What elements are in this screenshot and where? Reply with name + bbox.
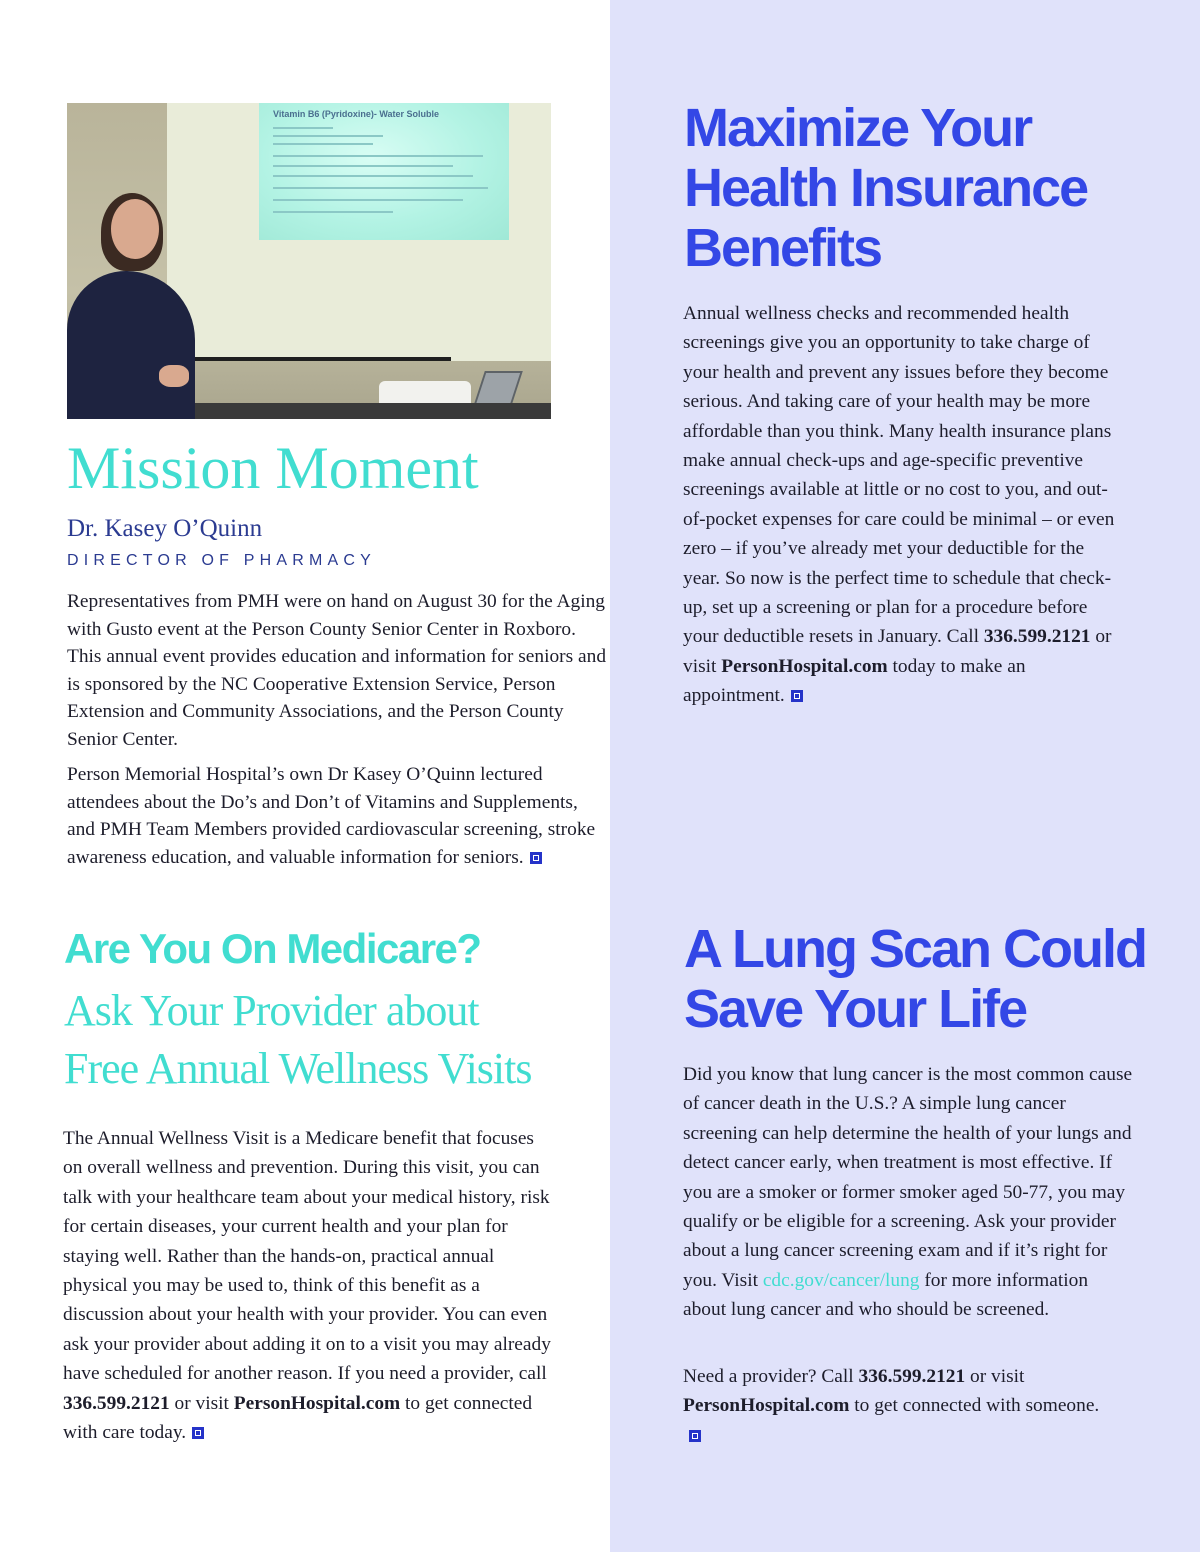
lung-heading [684, 919, 1146, 1039]
insurance-heading-line-3: Benefits [684, 218, 882, 278]
slide-line [273, 175, 473, 177]
slide-line [273, 211, 393, 213]
medicare-body-text: or visit [169, 1392, 234, 1414]
insurance-heading-line-2: Health Insurance [684, 158, 1088, 218]
medicare-subtitle [64, 982, 532, 1098]
insurance-body-text: Annual wellness checks and recommended health screenings give you an opportunity to take charge of your health and prevent any issues before they become serious. And taking care of your health may be more affordable than you think. Many health insurance plans make annual check-ups and age-specific preventive screenings available at little or no cost to you, and out-of-pocket expenses for care could be minimal – or even zero – if you’ve already met your deductible for the year. So now is the perfect time to schedule that check-up, set up a screening or plan for a procedure before your deductible resets in January. Call [683, 303, 1115, 648]
speaker-body [67, 271, 195, 419]
lung-body-text: to get connected with someone. [849, 1395, 1100, 1417]
insurance-body-text: or visit [683, 626, 1112, 677]
author-title: DIRECTOR OF PHARMACY [67, 552, 377, 569]
mission-moment-heading: Mission Moment [67, 435, 479, 501]
mission-paragraph-2 [67, 761, 607, 871]
slide-line [273, 187, 488, 189]
medicare-phone: 336.599.2121 [63, 1392, 170, 1414]
lung-body-text: for more information about lung cancer and who should be screened. [683, 1269, 1089, 1321]
lung-body-2 [683, 1362, 1103, 1450]
medicare-website: PersonHospital.com [233, 1392, 401, 1414]
lung-body-1 [683, 1060, 1133, 1325]
event-photo [67, 103, 551, 419]
insurance-website: PersonHospital.com [721, 655, 888, 677]
insurance-phone: 336.599.2121 [983, 626, 1091, 648]
slide-line [273, 155, 483, 157]
medicare-body-text: to get connected with care today. [63, 1392, 533, 1444]
insurance-heading-line-1: Maximize Your [684, 98, 1032, 158]
speaker-face [111, 199, 159, 259]
lung-website: PersonHospital.com [683, 1395, 850, 1417]
author-name: Dr. Kasey O’Quinn [67, 515, 263, 542]
lung-body-text: or visit [965, 1366, 1025, 1387]
mission-paragraph-2-text: Person Memorial Hospital’s own Dr Kasey O’Quinn lectured attendees about the Do’s and Don’t of Vitamins and Supplements, and PMH Team Members provided cardiovascular screening, stroke awareness education, and valuable information for seniors. [67, 764, 596, 868]
cdc-link[interactable]: cdc.gov/cancer/lung [762, 1269, 920, 1291]
slide-line [273, 143, 373, 145]
lung-heading-line-1: A Lung Scan Could [684, 919, 1146, 979]
medicare-body-text: The Annual Wellness Visit is a Medicare benefit that focuses on overall wellness and prevention. During this visit, you can talk with your healthcare team about your medical history, risk for certain diseases, your current health and your plan for staying well. Rather than the hands-on, practical annual physical you may be used to, think of this benefit as a discussion about your health with your provider. You can even ask your provider about adding it on to a visit you may already have scheduled for another reason. If you need a provider, call [63, 1128, 551, 1385]
insurance-body-text: today to make an appointment. [683, 655, 1026, 707]
end-mark-icon [530, 852, 542, 864]
medicare-body [63, 1124, 555, 1447]
slide-line [273, 199, 463, 201]
insurance-heading [684, 98, 1087, 278]
mission-paragraph-1: Representatives from PMH were on hand on August 30 for the Aging with Gusto event at the Person County Senior Center in Roxboro. This annual event provides education and information for seniors and is sponsored by the NC Cooperative Extension Service, Person Extension and Community Associations, and the Person County Senior Center. [67, 591, 607, 750]
lung-body-text: Did you know that lung cancer is the most common cause of cancer death in the U.S.? A simple lung cancer screening can help determine the health of your lungs and detect cancer early, when treatment is most effective. If you are a smoker or former smoker aged 50-77, you may qualify or be eligible for a screening. Ask your provider about a lung cancer screening exam and if it’s right for you. Visit [683, 1064, 1133, 1291]
lung-phone: 336.599.2121 [858, 1366, 966, 1387]
projected-slide [259, 103, 509, 240]
slide-line [273, 127, 333, 129]
end-mark-icon [192, 1427, 204, 1439]
slide-line [273, 135, 383, 137]
medicare-subtitle-line-1: Ask Your Provider about [64, 986, 479, 1035]
medicare-subtitle-line-2: Free Annual Wellness Visits [64, 1044, 532, 1093]
end-mark-icon [791, 690, 803, 702]
lung-body-text: Need a provider? Call [683, 1366, 859, 1387]
insurance-body [683, 299, 1123, 711]
lung-heading-line-2: Save Your Life [684, 979, 1027, 1039]
speaker-hand [159, 365, 189, 387]
medicare-heading: Are You On Medicare? [64, 925, 481, 972]
slide-line [273, 165, 453, 167]
end-mark-icon [689, 1430, 701, 1442]
slide-title: Vitamin B6 (Pyridoxine)- Water Soluble [273, 109, 440, 119]
